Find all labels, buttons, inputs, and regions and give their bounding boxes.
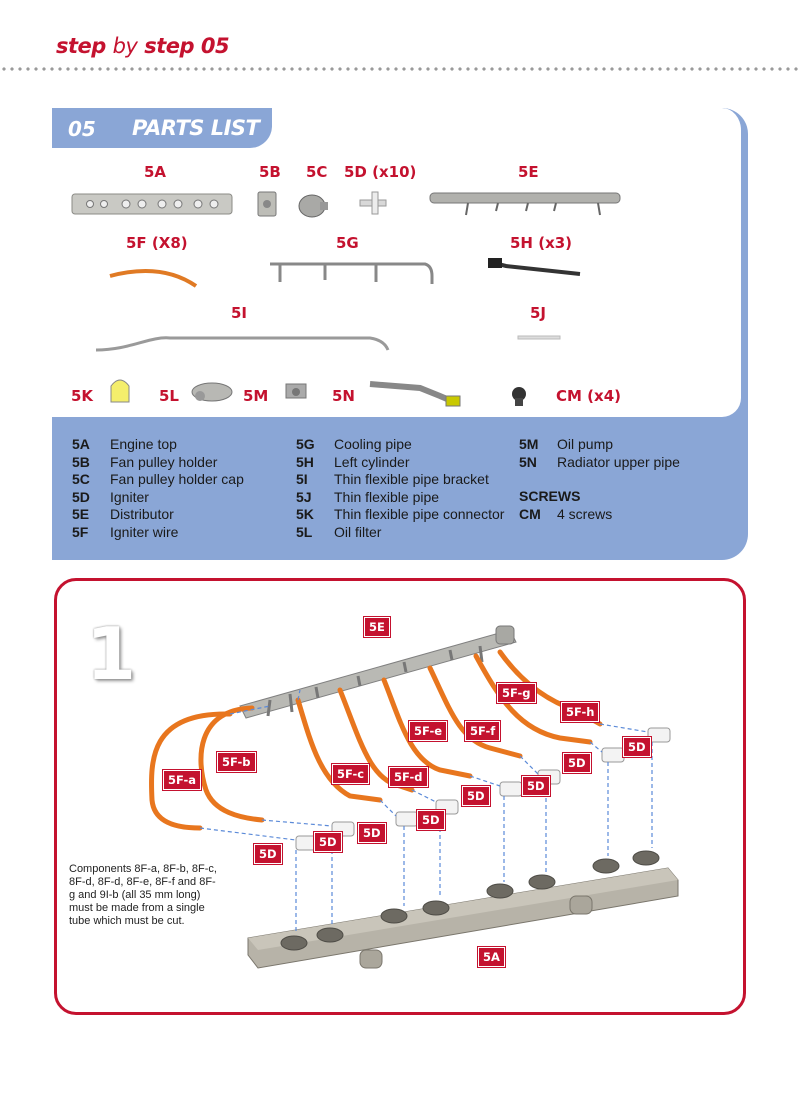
legend-code: 5F	[72, 523, 89, 540]
tag-5d: 5D	[254, 844, 282, 864]
legend-code: 5M	[519, 436, 539, 452]
distributor-image	[240, 626, 516, 718]
label-5e: 5E	[518, 163, 539, 181]
step-number: 1	[86, 612, 137, 696]
legend-name: Oil filter	[334, 523, 382, 540]
header-step: step	[56, 34, 106, 58]
label-5a: 5A	[144, 163, 167, 181]
tag-5f-g: 5F-g	[497, 683, 536, 703]
label-5n: 5N	[332, 387, 355, 405]
label-5m: 5M	[243, 387, 269, 405]
legend-name: Radiator upper pipe	[557, 453, 680, 470]
legend-name: Distributor	[110, 506, 174, 522]
label-5g: 5G	[336, 234, 359, 252]
legend-name: Cooling pipe	[334, 436, 412, 452]
label-5l: 5L	[159, 387, 179, 405]
tag-5e: 5E	[364, 617, 390, 637]
legend-code: 5I	[296, 471, 308, 487]
tag-5d: 5D	[623, 737, 651, 757]
legend-code: 5D	[72, 488, 90, 505]
legend-code: 5J	[296, 488, 312, 505]
label-5k: 5K	[71, 387, 94, 405]
label-5f: 5F (X8)	[126, 234, 188, 252]
tag-5f-a: 5F-a	[163, 770, 201, 790]
label-5h: 5H (x3)	[510, 234, 573, 252]
label-5j: 5J	[530, 304, 547, 322]
legend-code: 5A	[72, 436, 90, 452]
tag-5f-b: 5F-b	[217, 752, 256, 772]
label-cm: CM (x4)	[556, 387, 621, 405]
tag-5f-e: 5F-e	[409, 721, 447, 741]
parts-list-number: 05	[68, 117, 96, 141]
tag-5d: 5D	[563, 753, 591, 773]
legend-name: 4 screws	[557, 505, 613, 522]
header-step2: step	[144, 34, 195, 58]
legend-name: Igniter wire	[110, 523, 179, 540]
legend-code: 5H	[296, 453, 314, 470]
legend-code: 5B	[72, 453, 90, 470]
legend-name: Engine top	[110, 436, 177, 452]
tag-5d: 5D	[358, 823, 386, 843]
legend-code: 5C	[72, 471, 90, 487]
label-5b: 5B	[259, 163, 281, 181]
tag-5f-f: 5F-f	[465, 721, 500, 741]
legend-name: Thin flexible pipe connector	[334, 506, 505, 522]
label-5d: 5D (x10)	[344, 163, 417, 181]
legend-name: Thin flexible pipe bracket	[334, 471, 489, 487]
legend-code: CM	[519, 505, 541, 522]
legend-code: 5N	[519, 453, 537, 470]
tag-5d: 5D	[462, 786, 490, 806]
label-5c: 5C	[306, 163, 328, 181]
parts-list-title: PARTS LIST	[132, 116, 260, 140]
tag-5d: 5D	[522, 776, 550, 796]
tag-5d: 5D	[314, 832, 342, 852]
legend-code: 5K	[296, 506, 314, 522]
instruction-note: Components 8F-a, 8F-b, 8F-c, 8F-d, 8F-d, 8F-e, 8F-f and 8F-g and 9I-b (all 35 mm long) must be made from a single tube which must be cut.	[69, 863, 217, 927]
header-step-number: 05	[200, 34, 230, 58]
legend-name: Oil pump	[557, 436, 614, 452]
legend-code: 5E	[72, 506, 90, 522]
screws-heading: SCREWS	[519, 488, 581, 504]
label-5i: 5I	[231, 304, 248, 322]
tag-5f-h: 5F-h	[561, 702, 599, 722]
tag-5f-d: 5F-d	[389, 767, 428, 787]
legend-name: Thin flexible pipe	[334, 488, 440, 505]
legend-name: Fan pulley holder	[110, 453, 218, 470]
tag-5a: 5A	[478, 947, 505, 967]
legend-code: 5G	[296, 436, 315, 452]
header-by: by	[112, 34, 138, 58]
tag-5f-c: 5F-c	[332, 764, 369, 784]
engine-top-image	[248, 851, 678, 968]
tag-5d: 5D	[417, 810, 445, 830]
legend-name: Fan pulley holder cap	[110, 471, 244, 487]
legend-name: Left cylinder	[334, 453, 410, 470]
legend-name: Igniter	[110, 488, 149, 505]
legend-code: 5L	[296, 523, 313, 540]
